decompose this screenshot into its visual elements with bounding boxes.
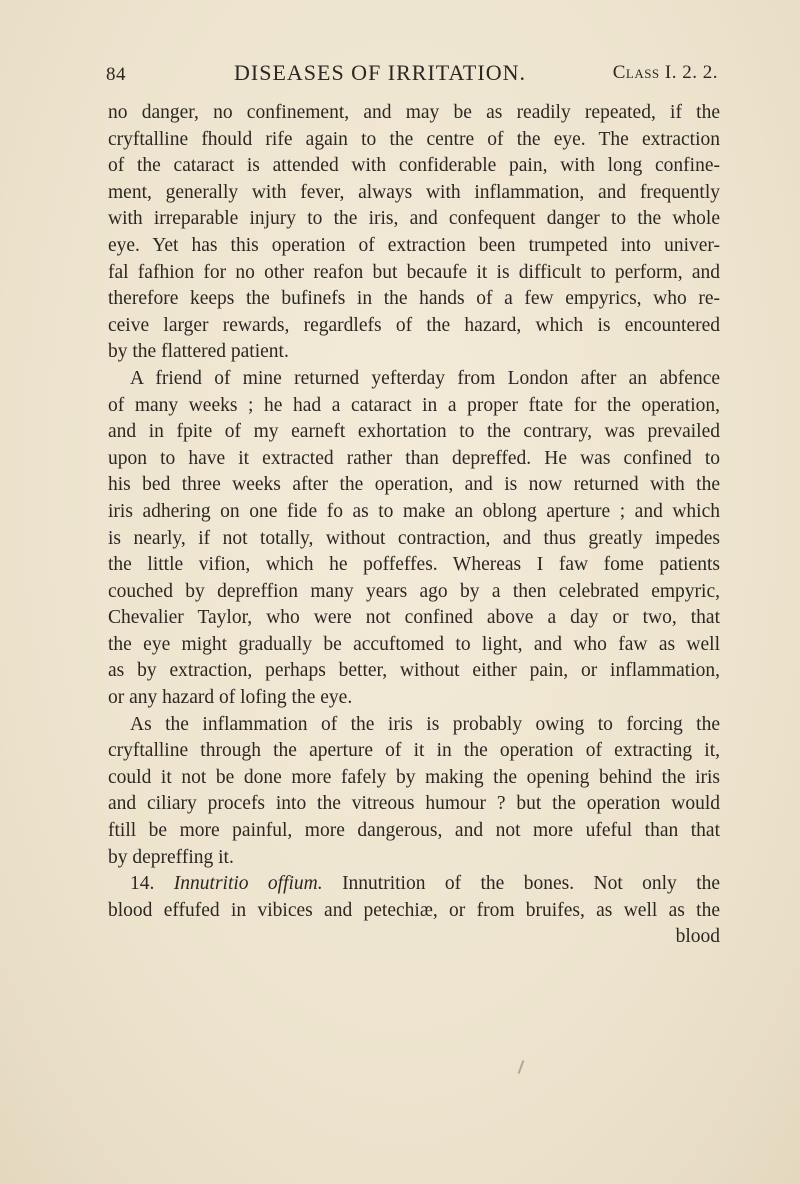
text-line: cryftalline fhould rife again to the centre of the eye. The extraction xyxy=(108,128,720,150)
text-line: of many weeks ; he had a cataract in a proper ftate for the operation, xyxy=(108,394,720,416)
running-title: DISEASES OF IRRITATION. xyxy=(234,60,526,85)
section-14-heading-line xyxy=(108,871,720,898)
text-line: the little vifion, which he poffeffes. Whereas I faw fome patients xyxy=(108,554,720,576)
text-line: ment, generally with fever, always with inflammation, and frequently xyxy=(108,181,720,203)
text-line: by the flattered patient. xyxy=(108,341,289,363)
text-line: iris adhering on one fide fo as to make an oblong aperture ; and which xyxy=(108,500,720,522)
catchword: blood xyxy=(675,926,720,948)
body-text xyxy=(108,100,720,951)
text-line: therefore keeps the bufinefs in the hands of a few empyrics, who re- xyxy=(108,288,720,310)
text-line: and ciliary procefs into the vitreous humour ? but the operation would xyxy=(108,793,720,815)
text-line: ftill be more painful, more dangerous, and not more ufeful than that xyxy=(108,820,720,842)
text-line: no danger, no confinement, and may be as readily repeated, if the xyxy=(108,102,720,123)
class-reference: Class I. 2. 2. xyxy=(612,62,718,83)
section-heading-text: Innutrition of the bones. Not only the xyxy=(342,873,721,895)
text-line: eye. Yet has this operation of extraction been trumpeted into univer- xyxy=(108,234,720,256)
text-line: the eye might gradually be accuftomed to light, and who faw as well xyxy=(108,633,720,655)
page-number: 84 xyxy=(106,64,126,85)
page-header xyxy=(106,60,718,90)
text-line: upon to have it extracted rather than depreffed. He was confined to xyxy=(108,447,720,469)
section-latin-title: Innutritio offium. xyxy=(173,873,323,895)
text-line: his bed three weeks after the operation, and is now returned with the xyxy=(108,474,720,496)
text-line: blood effufed in vibices and petechiæ, or from bruifes, as well as the xyxy=(108,899,720,921)
text-line: ceive larger rewards, regardlefs of the hazard, which is encountered xyxy=(108,314,720,336)
text-line: by depreffing it. xyxy=(108,846,234,868)
stray-ink-mark xyxy=(518,1060,525,1074)
text-line: couched by depreffion many years ago by a then celebrated empyric, xyxy=(108,580,720,602)
text-line: fal fafhion for no other reafon but becaufe it is difficult to perform, and xyxy=(108,261,720,283)
text-line: or any hazard of lofing the eye. xyxy=(108,687,353,709)
text-line: cryftalline through the aperture of it in the operation of extracting it, xyxy=(108,740,720,762)
text-line: of the cataract is attended with confiderable pain, with long confine- xyxy=(108,155,720,177)
text-line: and in fpite of my earneft exhortation to the contrary, was prevailed xyxy=(108,421,720,443)
text-line: As the inflammation of the iris is probably owing to forcing the xyxy=(130,713,720,735)
text-line: as by extraction, perhaps better, without either pain, or inflammation, xyxy=(108,660,720,682)
text-line: could it not be done more fafely by making the opening behind the iris xyxy=(108,766,720,788)
section-number: 14. xyxy=(130,873,155,895)
text-line: with irreparable injury to the iris, and confequent danger to the whole xyxy=(108,208,720,230)
text-line: Chevalier Taylor, who were not confined above a day or two, that xyxy=(108,607,720,629)
text-line: is nearly, if not totally, without contraction, and thus greatly impedes xyxy=(108,527,720,549)
text-line: A friend of mine returned yefterday from London after an abfence xyxy=(130,367,720,389)
